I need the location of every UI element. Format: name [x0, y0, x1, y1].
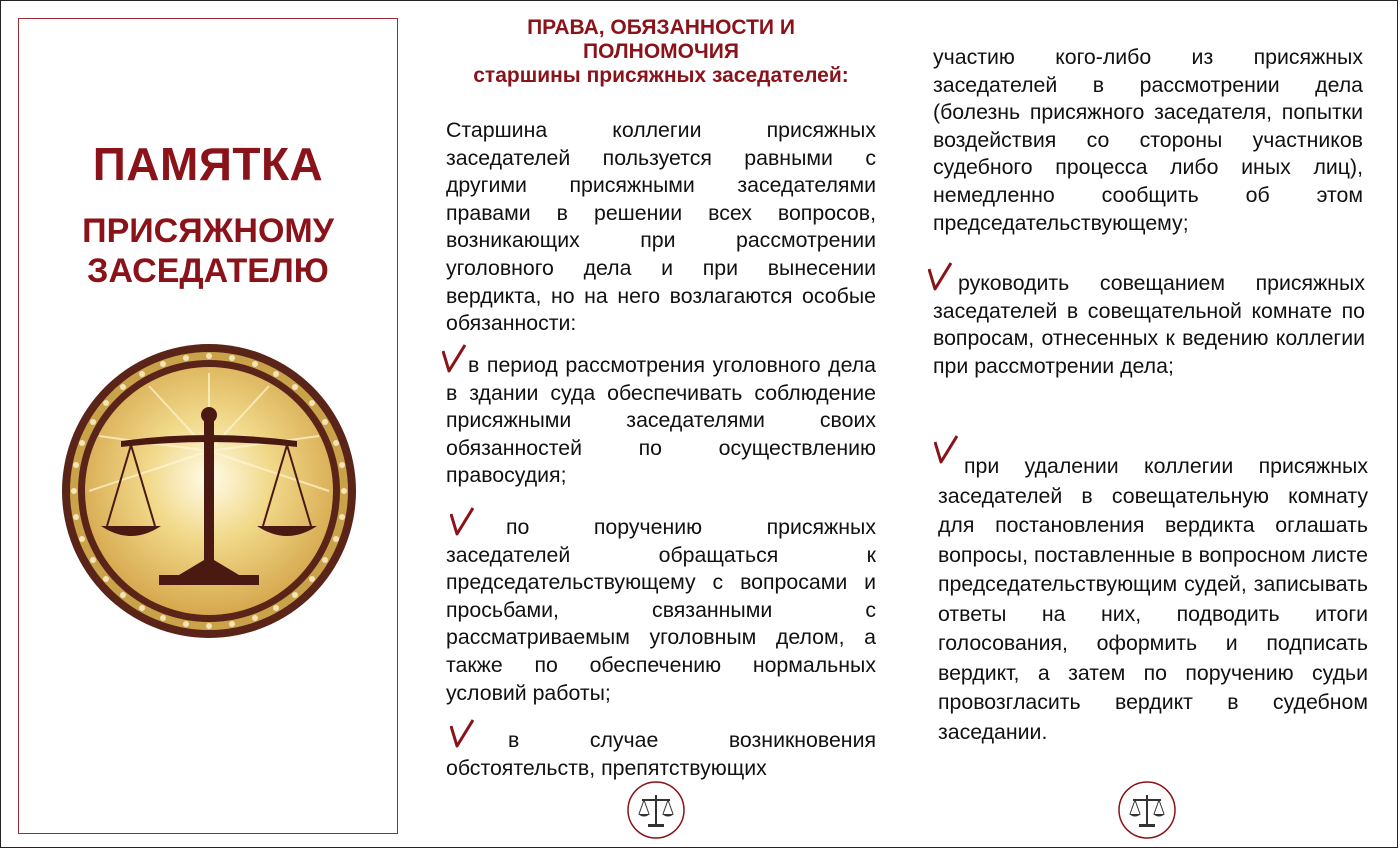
cover-panel	[18, 18, 398, 834]
heading-line2: ПОЛНОМОЧИЯ	[583, 40, 739, 63]
cover-title: ПАМЯТКА	[92, 138, 324, 190]
list-item-2	[446, 514, 876, 707]
list-item-4-text: руководить совещанием присяжных заседателей в совещательной комнате по вопросам, отнесенных к ведению коллегии при рассмотрении дела;	[933, 271, 1365, 378]
heading-line3: старшины присяжных заседателей:	[473, 64, 849, 87]
list-item-3	[446, 727, 876, 782]
heading-line1: ПРАВА, ОБЯЗАННОСТИ И	[527, 16, 795, 39]
list-item-3-text: в случае возникновения обстоятельств, препятствующих	[446, 728, 876, 780]
scales-mini-icon	[1117, 780, 1177, 840]
intro-text: Старшина коллегии присяжных заседателей пользуется равными с другими присяжными заседателями правами в решении всех вопросов, возникающих при рассмотрении уголовного дела и при вынесении вердикта, но на него возлагаются особые обязанности:	[446, 118, 876, 336]
intro-paragraph	[446, 117, 876, 338]
continuation-text: участию кого-либо из присяжных заседателей в рассмотрении дела (болезнь присяжного заседателя, попытки воздействия со стороны участников судебного процесса либо иных лиц), немедленно сообщить об этом председательствующему;	[933, 45, 1363, 235]
section-heading	[436, 16, 886, 88]
scales-of-justice-icon	[59, 341, 359, 641]
continuation-paragraph	[933, 44, 1363, 237]
cover-subtitle-line1: ПРИСЯЖНОМУ	[82, 212, 334, 250]
list-item-4	[933, 270, 1365, 380]
list-item-2-text: по поручению присяжных заседателей обращаться к председательствующему с вопросами и просьбами, связанными с рассматриваемым уголовным делом, а также по обеспечению нормальных условий работы;	[446, 515, 876, 705]
list-item-5-text: при удалении коллегии присяжных заседателей в совещательную комнату для постановления вердикта оглашать вопросы, поставленные в вопросном листе председательствующим судей, записывать ответы на них, подводить итоги голосования, оформить и подписать вердикт, а затем по поручению судьи провозгласить вердикт в судебном заседании.	[938, 454, 1368, 744]
list-item-1-text: в период рассмотрения уголовного дела в здании суда обеспечивать соблюдение присяжными заседателями своих обязанностей по осуществлению правосудия;	[446, 353, 876, 488]
cover-subtitle-line2: ЗАСЕДАТЕЛЮ	[87, 252, 329, 290]
list-item-1	[446, 352, 876, 490]
cover-subtitle	[19, 211, 397, 291]
list-item-5	[938, 452, 1368, 747]
scales-mini-icon	[626, 780, 686, 840]
